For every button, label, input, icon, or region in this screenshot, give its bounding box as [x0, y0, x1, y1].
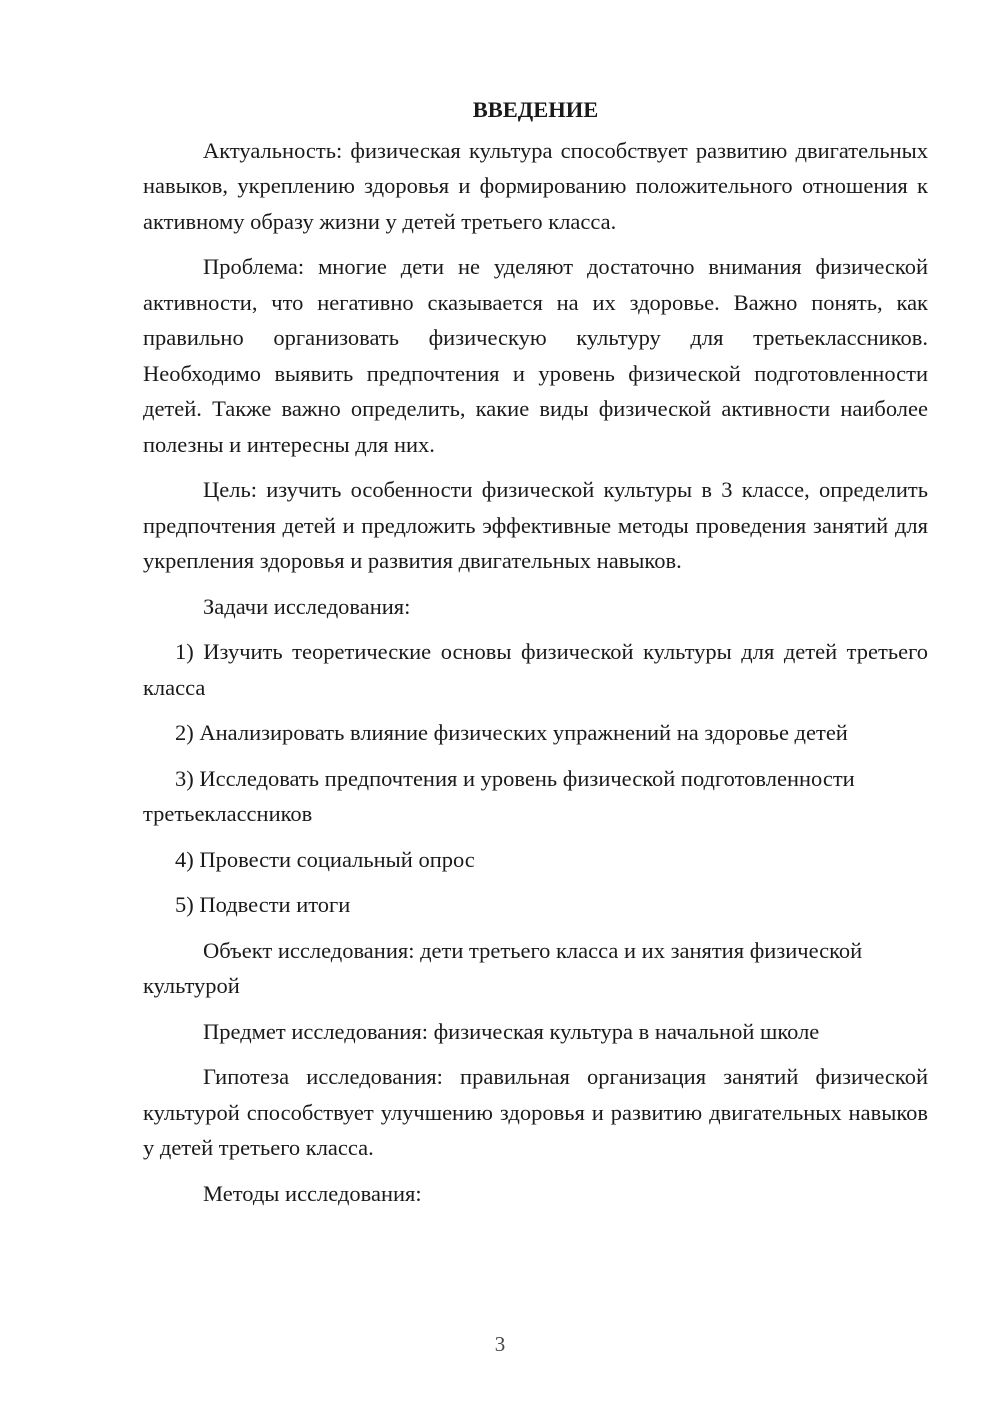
- relevance-paragraph: Актуальность: физическая культура способствует развитию двигательных навыков, укреплению здоровья и формированию положительного отношения к активному образу жизни у детей третьего класса.: [143, 137, 928, 234]
- subject-paragraph: Предмет исследования: физическая культура в начальной школе: [203, 1018, 820, 1044]
- tasks-heading: Задачи исследования:: [203, 593, 411, 619]
- page-content: [143, 92, 928, 1221]
- task-item: 5) Подвести итоги: [175, 892, 351, 917]
- page-number: 3: [494, 1332, 506, 1356]
- task-item: 3) Исследовать предпочтения и уровень физической подготовленности третьеклассников: [143, 765, 855, 826]
- problem-paragraph: Проблема: многие дети не уделяют достаточно внимания физической активности, что негативно сказывается на их здоровье. Важно понять, как правильно организовать физическую культуру для третьеклассников. Необходимо выявить предпочтения и уровень физической подготовленности детей. Также важно определить, какие виды физической активности наиболее полезны и интересны для них.: [143, 254, 928, 457]
- object-paragraph: Объект исследования: дети третьего класса и их занятия физической культурой: [143, 937, 863, 998]
- section-title: ВВЕДЕНИЕ: [472, 97, 599, 122]
- goal-paragraph: Цель: изучить особенности физической культуры в 3 классе, определить предпочтения детей и предложить эффективные методы проведения занятий для укрепления здоровья и развития двигательных навыков.: [143, 477, 928, 573]
- task-item: 2) Анализировать влияние физических упражнений на здоровье детей: [175, 720, 848, 745]
- task-item: 4) Провести социальный опрос: [175, 846, 475, 872]
- methods-heading: Методы исследования:: [203, 1180, 422, 1206]
- hypothesis-paragraph: Гипотеза исследования: правильная организация занятий физической культурой способствует улучшению здоровья и развитию двигательных навыков у детей третьего класса.: [143, 1064, 928, 1160]
- task-item: 1) Изучить теоретические основы физической культуры для детей третьего класса: [143, 639, 928, 700]
